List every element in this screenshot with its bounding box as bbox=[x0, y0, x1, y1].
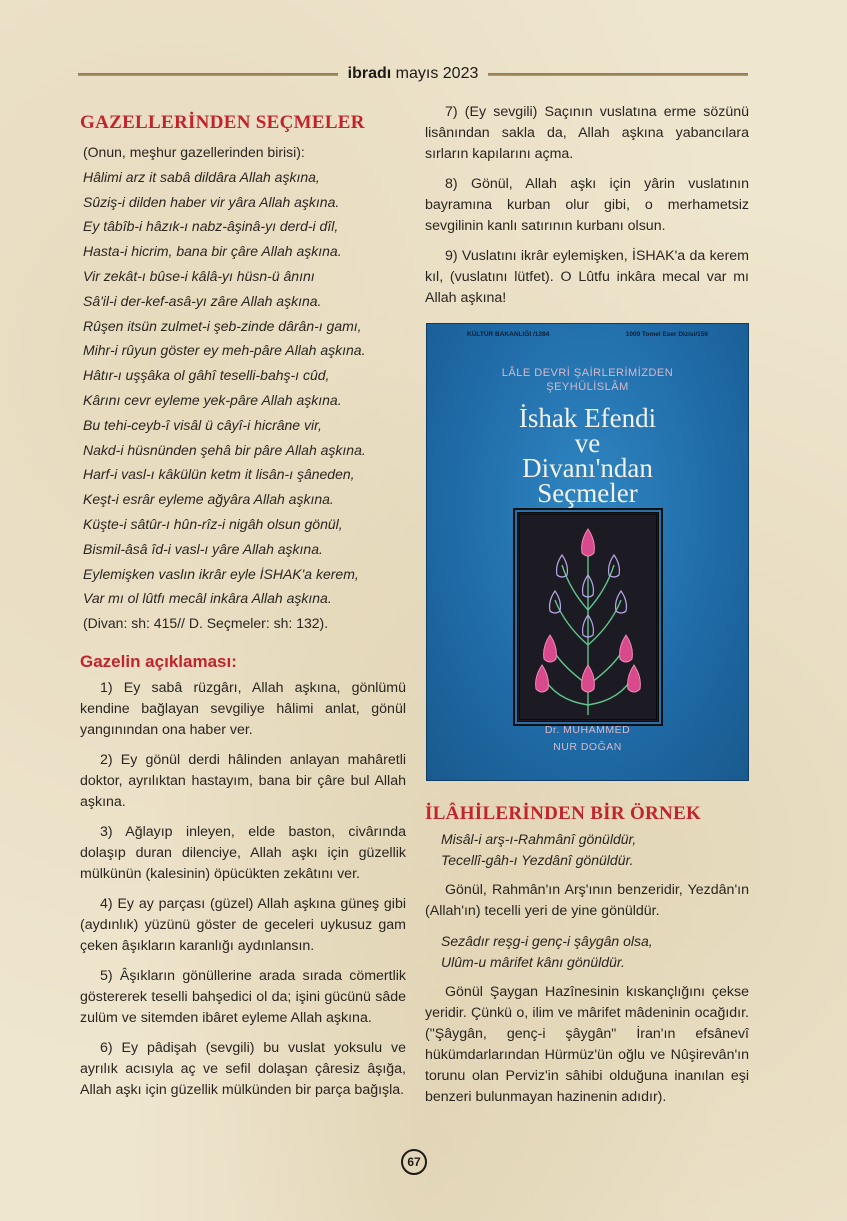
verse-line: Hâlimi arz it sabâ dildâra Allah aşkına, bbox=[83, 168, 320, 185]
section-title: GAZELLERİNDEN SEÇMELER bbox=[80, 112, 365, 133]
page-number: 67 bbox=[401, 1149, 427, 1175]
cover-title bbox=[427, 403, 748, 508]
gazel-verses bbox=[80, 165, 406, 611]
explanation-paragraph: 6) Ey pâdişah (sevgili) bu vuslat yoksulu ve ayrılık acısıyla aç ve sefil dolaşan çâresiz âşığa, Allah aşkı için güzellik mülkünden bir parça bağışla. bbox=[80, 1039, 406, 1098]
verse-line: Eylemişken vaslın ikrâr eyle İSHAK'a kerem, bbox=[83, 565, 359, 582]
cover-series-line: ŞEYHÜLİSLÂM bbox=[546, 381, 629, 393]
cover-series-number: 1009 Tomel Eser Dizisi/156 bbox=[625, 330, 708, 338]
page-header bbox=[78, 62, 748, 86]
verse-line: Harf-i vasl-ı kâkülün ketm it lisân-ı şâneden, bbox=[83, 466, 355, 483]
verse-line: Hâtır-ı uşşâka ol gâhî teselli-bahş-ı cûd, bbox=[83, 367, 330, 384]
cover-title-line: İshak Efendi bbox=[518, 403, 657, 433]
explanation-paragraphs bbox=[80, 678, 406, 1101]
ilahi-verse-line: Sezâdır reşg-i genç-i şâygân olsa, bbox=[441, 933, 653, 949]
ilahi-explanation: Gönül Şaygan Hazînesinin kıskançlığını çekse yeridir. Çünkü o, ilim ve mârifet mâdeninin ocağıdır. ("Şâygân, genç-i şâygân" İran'ın efsânevî hükümdarlarından Hürmüz'ün oğlu ve Nûşirevân'ın torunu olan Perviz'in sâhibi olduğuna inanılan eşi benzeri bulunmayan hazinenin adıdır). bbox=[425, 984, 749, 1105]
header-title bbox=[338, 65, 489, 83]
tulip-illustration bbox=[520, 515, 656, 719]
ilahi-verse-group bbox=[425, 829, 749, 871]
verse-line: Bu tehi-ceyb-î visâl ü câyî-i hicrâne vir, bbox=[83, 416, 322, 433]
verse-line: Bismil-âsâ îd-i vasl-ı yâre Allah aşkına. bbox=[83, 540, 323, 557]
book-cover-image bbox=[426, 323, 749, 781]
verse-line: Küşte-i sâtûr-ı hûn-rîz-i nigâh olsun gönül, bbox=[83, 515, 343, 532]
explanation-paragraph: 1) Ey sabâ rüzgârı, Allah aşkına, gönlümü kendine bağlayan sevgiliye hâlimi anlat, gönül yangınından ona haber ver. bbox=[80, 679, 406, 738]
header-rule-right bbox=[488, 73, 748, 76]
explanation-paragraph: 5) Âşıkların gönüllerine arada sırada cömertlik göstererek teselli bahşedici ol da; işini gücünü sâde zulüm ve sitemden ibâret eyleme Allah aşkına. bbox=[80, 967, 406, 1026]
explanation-paragraph: 4) Ey ay parçası (güzel) Allah aşkına güneş gibi (aydınlık) yüzünü göster de geceleri uykusuz gam çeken âşıkların karanlığı aydınlansın. bbox=[80, 895, 406, 954]
cover-publisher: KÜLTÜR BAKANLIĞI /1284 bbox=[467, 330, 550, 338]
cover-title-line: Seçmeler bbox=[537, 478, 638, 508]
source-citation: (Divan: sh: 415// D. Seçmeler: sh: 132). bbox=[83, 615, 329, 632]
verse-line: Var mı ol lûtfı mecâl inkâra Allah aşkına. bbox=[83, 590, 332, 607]
header-rule-left bbox=[78, 73, 338, 76]
cover-title-line: Divanı'ndan bbox=[522, 453, 653, 483]
verse-line: Hasta-i hicrim, bana bir çâre Allah aşkına. bbox=[83, 243, 342, 260]
cover-author bbox=[427, 722, 748, 756]
verse-line: Sâ'il-i der-kef-asâ-yı zâre Allah aşkına. bbox=[83, 292, 322, 309]
verse-line: Vir zekât-ı bûse-i kâlâ-yı hüsn-ü ânını bbox=[83, 267, 315, 284]
cover-series bbox=[427, 366, 748, 394]
verse-line: Nakd-i hüsnünden şehâ bir pâre Allah aşkına. bbox=[83, 441, 366, 458]
left-column bbox=[80, 112, 406, 1110]
cover-publisher-strip bbox=[427, 324, 748, 344]
issue-date: mayıs 2023 bbox=[395, 65, 479, 82]
intro-text: (Onun, meşhur gazellerinden birisi): bbox=[83, 144, 305, 160]
cover-title-line: ve bbox=[574, 428, 601, 458]
verse-line: Kârını cevr eyleme yek-pâre Allah aşkına. bbox=[83, 391, 342, 408]
verse-line: Ey tâbîb-i hâzık-ı nabz-âşinâ-yı derd-i dîl, bbox=[83, 218, 339, 235]
ilahi-section-title: İLÂHİLERİNDEN BİR ÖRNEK bbox=[425, 803, 702, 824]
paragraph: 9) Vuslatını ikrâr eylemişken, İSHAK'a da kerem kıl, (vuslatını lütfet). O Lûtfu inkâra mecal var mı Allah aşkına! bbox=[425, 248, 749, 306]
tulip-artwork bbox=[517, 512, 659, 722]
paragraph: 8) Gönül, Allah aşkı için yârin vuslatının bayramına kurban olur gibi, o merhametsiz sevgilinin kanlı satırının kurbanı olsun. bbox=[425, 176, 749, 234]
right-column bbox=[425, 102, 749, 1117]
explanation-paragraph: 3) Ağlayıp inleyen, elde baston, civârında dolaşıp duran dilenciye, Allah aşkı için güzellik mülkünün (kalesinin) öpücükten zekâtını ver. bbox=[80, 823, 406, 882]
explanation-paragraph: 2) Ey gönül derdi hâlinden anlayan mahâretli doktor, ayrılıktan hastayım, bana bir çâre bul Allah aşkına. bbox=[80, 751, 406, 810]
verse-line: Sûziş-i dilden haber vir yâra Allah aşkına. bbox=[83, 193, 340, 210]
paragraph: 7) (Ey sevgili) Saçının vuslatına erme sözünü lisânından sakla da, Allah aşkına yabancılara sırların kapılarını açma. bbox=[425, 104, 749, 162]
ilahi-explanation: Gönül, Rahmân'ın Arş'ının benzeridir, Yezdân'ın (Allah'ın) tecelli yeri de yine gönüldür. bbox=[425, 882, 749, 919]
ilahi-verse-line: Ulûm-u mârifet kânı gönüldür. bbox=[441, 954, 625, 970]
cover-series-line: LÂLE DEVRİ ŞAİRLERİMİZDEN bbox=[501, 367, 674, 379]
verse-line: Rûşen itsün zulmet-i şeb-zinde dârân-ı gamı, bbox=[83, 317, 362, 334]
magazine-name: ibradı bbox=[347, 65, 392, 82]
verse-line: Keşt-i esrâr eyleme ağyâra Allah aşkına. bbox=[83, 491, 334, 508]
ilahi-verse-group bbox=[425, 931, 749, 973]
explanation-title: Gazelin açıklaması: bbox=[80, 651, 237, 671]
cover-author-line: NUR DOĞAN bbox=[553, 741, 622, 753]
cover-author-line: Dr. MUHAMMED bbox=[544, 724, 631, 736]
ilahi-verse-line: Misâl-i arş-ı-Rahmânî gönüldür, bbox=[441, 831, 637, 847]
ilahi-verse-line: Tecellî-gâh-ı Yezdânî gönüldür. bbox=[441, 852, 634, 868]
verse-line: Mihr-i rûyun göster ey meh-pâre Allah aşkına. bbox=[83, 342, 366, 359]
